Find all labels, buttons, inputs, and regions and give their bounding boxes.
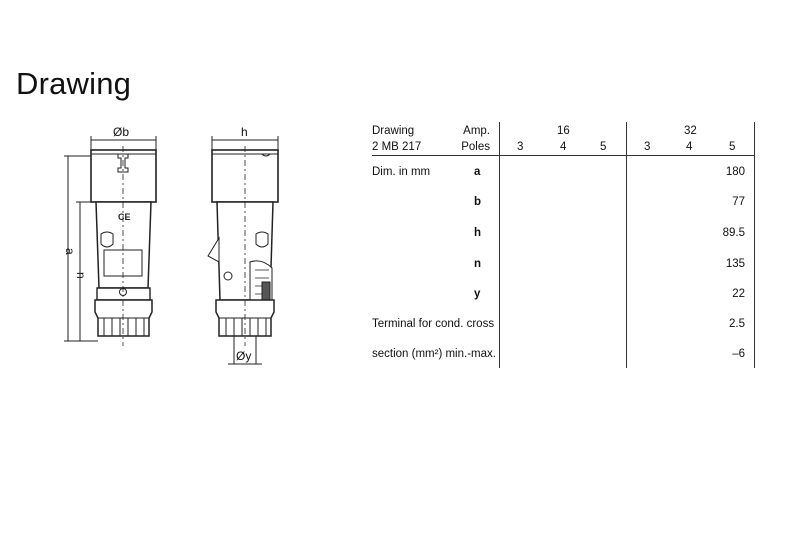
amp-group-32: 32 — [684, 125, 697, 137]
terminal-label-line2: section (mm²) min.-max. — [372, 348, 496, 360]
table-header-drawing: Drawing — [372, 125, 415, 137]
page-title: Drawing — [16, 66, 132, 101]
row-value-y: 22 — [732, 288, 745, 300]
pole-cell: 3 — [517, 141, 524, 153]
pole-cell: 4 — [560, 141, 567, 153]
column-divider — [754, 122, 755, 368]
label-b: Øb — [113, 125, 130, 139]
label-y: Øy — [236, 349, 252, 363]
terminal-label-line1: Terminal for cond. cross — [372, 318, 495, 330]
row-value-b: 77 — [732, 196, 745, 208]
row-value-a: 180 — [725, 166, 745, 178]
column-divider — [499, 122, 500, 368]
ce-mark: CE — [118, 212, 131, 222]
label-a: a — [63, 248, 77, 255]
dims-label: Dim. in mm — [372, 166, 431, 178]
pole-cell: 3 — [644, 141, 651, 153]
label-h: h — [241, 125, 248, 139]
pole-cell: 4 — [686, 141, 693, 153]
row-key-b: b — [474, 196, 482, 208]
table-header-model: 2 MB 217 — [372, 141, 422, 153]
row-key-n: n — [474, 258, 482, 270]
header-divider — [372, 155, 755, 156]
terminal-value-line2: –6 — [732, 348, 745, 360]
column-divider — [626, 122, 627, 368]
table-header-poles: Poles — [461, 141, 490, 153]
label-n: n — [74, 272, 88, 279]
row-key-a: a — [474, 166, 481, 178]
table-header-amp: Amp. — [463, 125, 490, 137]
row-value-n: 135 — [725, 258, 745, 270]
row-key-y: y — [474, 288, 481, 300]
row-key-h: h — [474, 227, 482, 239]
pole-cell: 5 — [729, 141, 736, 153]
row-value-h: 89.5 — [722, 227, 745, 239]
pole-cell: 5 — [600, 141, 607, 153]
terminal-value-line1: 2.5 — [729, 318, 745, 330]
amp-group-16: 16 — [557, 125, 570, 137]
